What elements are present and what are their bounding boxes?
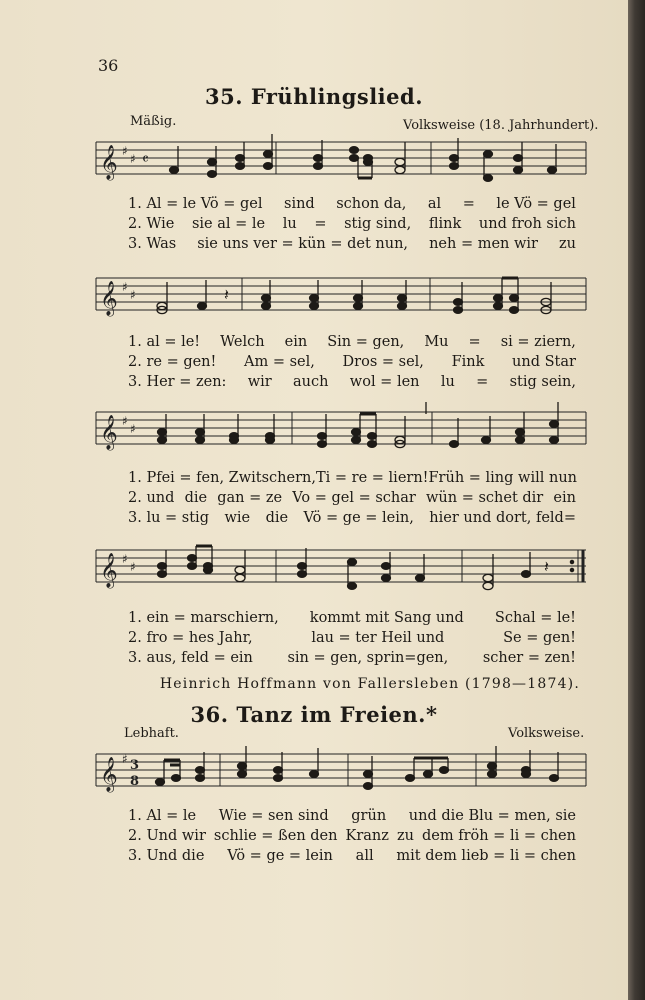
lyric-syllable-group: = <box>476 374 489 390</box>
svg-text:𝄞: 𝄞 <box>100 553 118 588</box>
lyric-syllable-group: Kranz <box>345 828 389 844</box>
lyric-syllable-group: stig sind, <box>344 216 412 232</box>
page-number: 36 <box>98 56 119 75</box>
lyric-syllable-group: Mu <box>424 334 449 350</box>
lyric-syllable-group: dem fröh = li = chen <box>421 828 576 844</box>
lyric-syllable-group: ein <box>284 334 308 350</box>
svg-text:♯: ♯ <box>130 288 136 302</box>
lyric-syllable-group: lau = ter Heil und <box>311 630 445 646</box>
lyric-syllable-group: lu <box>440 374 455 390</box>
song-36-title: 36. Tanz im Freien.* <box>190 702 438 727</box>
svg-text:♯: ♯ <box>130 422 136 436</box>
lyric-syllable-group: Vö = ge = lein <box>227 848 333 864</box>
song-36-lyric-verse-2 <box>128 828 576 844</box>
lyric-syllable-group: 1. Pfei = fen, Zwitschern, <box>128 470 316 486</box>
lyric-syllable-group: 1. Al = le <box>128 808 197 824</box>
song-35-tempo: Mäßig. <box>130 114 177 129</box>
lyric-syllable-group: 3. Her = zen: <box>128 374 227 390</box>
lyric-syllable-group: = <box>462 196 475 212</box>
song-35-lyric-verse-1 <box>128 470 576 486</box>
svg-text:♯: ♯ <box>130 560 136 574</box>
song-35-lyric-verse-3 <box>128 650 576 666</box>
svg-text:♯: ♯ <box>122 552 128 566</box>
lyric-syllable-group: zu <box>559 236 576 252</box>
song-35-lyric-verse-3 <box>128 236 576 252</box>
lyric-syllable-group: ein <box>553 490 576 506</box>
lyric-syllable-group: 2. fro = hes Jahr, <box>128 630 253 646</box>
lyric-syllable-group: stig sein, <box>509 374 576 390</box>
lyric-syllable-group: al <box>427 196 442 212</box>
lyric-syllable-group: auch <box>293 374 329 390</box>
song-35-staff-3 <box>96 402 586 462</box>
song-35-lyric-verse-2 <box>128 216 576 232</box>
svg-text:𝄞: 𝄞 <box>100 281 118 316</box>
svg-text:𝄞: 𝄞 <box>100 145 118 180</box>
svg-text:♯: ♯ <box>122 752 128 766</box>
lyric-syllable-group: Dros = sel, <box>342 354 424 370</box>
lyric-syllable-group: 1. al = le! <box>128 334 201 350</box>
lyric-syllable-group: neh = men wir <box>429 236 538 252</box>
lyric-syllable-group: sie uns ver = kün = det nun, <box>197 236 409 252</box>
lyric-syllable-group: sie al = le <box>191 216 266 232</box>
lyric-syllable-group: Schal = le! <box>494 610 576 626</box>
lyric-syllable-group: und froh sich <box>478 216 576 232</box>
song-35-lyric-verse-3 <box>128 374 576 390</box>
lyric-syllable-group: Am = sel, <box>244 354 315 370</box>
lyric-syllable-group: flink <box>428 216 462 232</box>
song-36-attribution: Volksweise. <box>508 726 585 741</box>
lyric-syllable-group: le Vö = gel <box>496 196 576 212</box>
lyric-syllable-group: zu <box>396 828 414 844</box>
song-35-lyric-verse-2 <box>128 354 576 370</box>
lyric-syllable-group: kommt mit Sang und <box>309 610 464 626</box>
song-36-lyric-verse-1 <box>128 808 576 824</box>
lyric-syllable-group: hier und dort, feld= <box>429 510 576 526</box>
lyric-syllable-group: wün = schet dir <box>426 490 544 506</box>
book-spine-edge <box>628 0 645 1000</box>
song-35-lyric-verse-1 <box>128 610 576 626</box>
lyric-syllable-group: Wie = sen sind <box>218 808 329 824</box>
song-35-title: 35. Frühlingslied. <box>204 84 424 109</box>
lyric-syllable-group: gan = ze <box>217 490 283 506</box>
lyric-syllable-group: Sin = gen, <box>327 334 405 350</box>
lyric-syllable-group: 3. lu = stig <box>128 510 209 526</box>
lyric-syllable-group: scher = zen! <box>482 650 576 666</box>
song-35-lyric-verse-1 <box>128 334 576 350</box>
svg-text:♯: ♯ <box>122 280 128 294</box>
svg-text:3: 3 <box>130 758 140 773</box>
lyric-syllable-group: wol = len <box>349 374 420 390</box>
lyric-syllable-group: = <box>314 216 327 232</box>
svg-text:𝄞: 𝄞 <box>100 757 118 792</box>
lyric-syllable-group: mit dem lieb = li = chen <box>396 848 576 864</box>
lyric-syllable-group: 2. und <box>128 490 175 506</box>
lyric-syllable-group: 1. Al = le Vö = gel <box>128 196 263 212</box>
lyric-syllable-group: die <box>184 490 208 506</box>
lyric-syllable-group: Ti = re = liern! <box>315 470 429 486</box>
lyric-syllable-group: Se = gen! <box>503 630 576 646</box>
lyric-syllable-group: 3. Und die <box>128 848 205 864</box>
lyric-syllable-group: wir <box>247 374 272 390</box>
song-35-staff-4 <box>96 540 586 600</box>
svg-text:♯: ♯ <box>122 414 128 428</box>
song-36-tempo: Lebhaft. <box>124 726 179 741</box>
lyric-syllable-group: wie <box>224 510 251 526</box>
lyric-syllable-group: grün <box>351 808 387 824</box>
lyric-syllable-group: si = ziern, <box>500 334 576 350</box>
svg-text:𝄽: 𝄽 <box>544 557 549 576</box>
lyric-syllable-group: Vo = gel = schar <box>292 490 416 506</box>
lyric-syllable-group: Welch <box>220 334 265 350</box>
song-35-attribution: Volksweise (18. Jahrhundert). <box>403 118 599 133</box>
lyric-syllable-group: 1. ein = marschiern, <box>128 610 279 626</box>
song-36-staff-1 <box>96 744 586 804</box>
song-35-lyric-verse-3 <box>128 510 576 526</box>
song-35-staff-2 <box>96 268 586 328</box>
lyric-syllable-group: und die Blu = men, sie <box>408 808 576 824</box>
lyric-syllable-group: schlie = ßen den <box>213 828 338 844</box>
svg-text:♯: ♯ <box>122 144 128 158</box>
song-35-staff-1 <box>96 132 586 192</box>
lyric-syllable-group: 2. Und wir <box>128 828 206 844</box>
lyric-syllable-group: 2. Wie <box>128 216 175 232</box>
svg-text:𝄞: 𝄞 <box>100 415 118 450</box>
svg-text:𝄴: 𝄴 <box>142 150 149 168</box>
song-35-lyric-verse-2 <box>128 630 576 646</box>
song-36-lyric-verse-3 <box>128 848 576 864</box>
svg-text:𝄽: 𝄽 <box>224 285 229 304</box>
song-35-lyric-verse-2 <box>128 490 576 506</box>
song-35-lyricist-credit: Heinrich Hoffmann von Fallersleben (1798—1874). <box>159 676 580 692</box>
lyric-syllable-group: Vö = ge = lein, <box>303 510 414 526</box>
lyric-syllable-group: 3. Was <box>128 236 177 252</box>
lyric-syllable-group: = <box>468 334 481 350</box>
lyric-syllable-group: 2. re = gen! <box>128 354 217 370</box>
lyric-syllable-group: all <box>355 848 374 864</box>
lyric-syllable-group: Fink <box>451 354 485 370</box>
lyric-syllable-group: Früh = ling will nun <box>428 470 577 486</box>
svg-text:8: 8 <box>130 774 140 789</box>
lyric-syllable-group: und Star <box>512 354 576 370</box>
lyric-syllable-group: die <box>265 510 289 526</box>
lyric-syllable-group: schon da, <box>336 196 407 212</box>
lyric-syllable-group: 3. aus, feld = ein <box>128 650 253 666</box>
lyric-syllable-group: lu <box>282 216 297 232</box>
song-35-lyric-verse-1 <box>128 196 576 212</box>
lyric-syllable-group: sin = gen, sprin=gen, <box>287 650 449 666</box>
svg-text:♯: ♯ <box>130 152 136 166</box>
lyric-syllable-group: sind <box>284 196 315 212</box>
